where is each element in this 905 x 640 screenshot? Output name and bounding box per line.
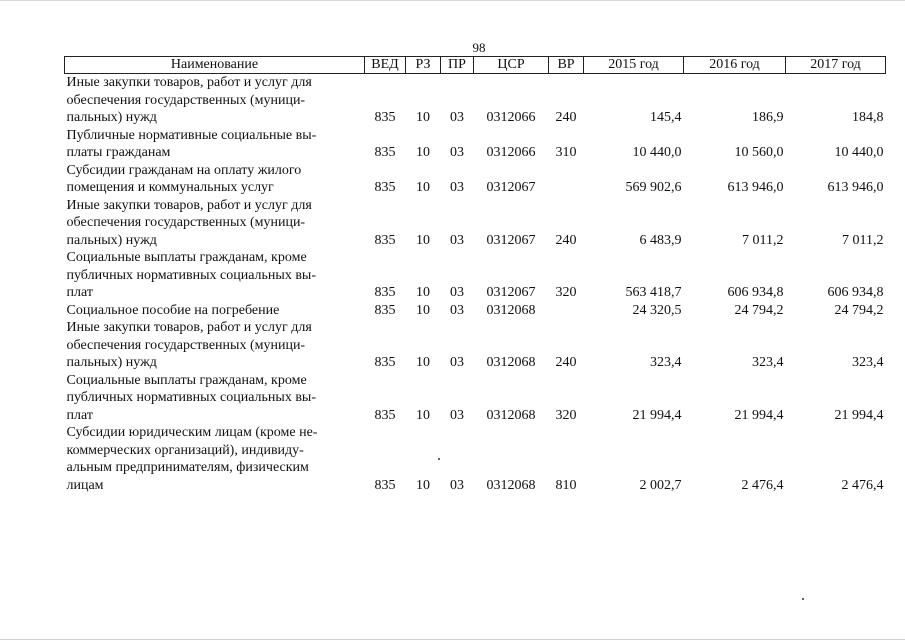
cell-vr: 810	[555, 477, 577, 493]
cell-name-line: плат	[66, 285, 93, 300]
cell-rz: 10	[416, 477, 430, 493]
header-2017: 2017 год	[786, 57, 886, 74]
cell-name-line: Субсидии юридическим лицам (кроме не-	[66, 425, 318, 440]
cell-pr: 03	[450, 285, 464, 300]
cell-vr: 240	[555, 355, 577, 370]
cell-vr	[549, 302, 584, 320]
cell-name	[65, 74, 365, 127]
cell-2017: 613 946,0	[827, 180, 884, 195]
cell-ved: 835	[374, 232, 396, 248]
cell-pr: 03	[450, 407, 464, 423]
cell-name-line: коммерческих организаций), индивиду-	[66, 442, 304, 458]
cell-name	[65, 197, 365, 250]
cell-vr: 310	[555, 145, 577, 160]
table-row	[65, 127, 886, 162]
cell-pr: 03	[450, 355, 464, 370]
header-2016: 2016 год	[684, 57, 786, 74]
cell-2015: 6 483,9	[639, 232, 682, 248]
cell-csr: 0312068	[486, 302, 536, 318]
cell-name-line: публичных нормативных социальных вы-	[66, 390, 316, 405]
cell-2016: 323,4	[752, 355, 784, 370]
cell-ved: 835	[374, 355, 396, 370]
cell-2017: 606 934,8	[827, 285, 884, 300]
table-row	[65, 319, 886, 372]
cell-name-line: Социальные выплаты гражданам, кроме	[66, 372, 307, 388]
cell-name	[65, 372, 365, 425]
cell-csr: 0312066	[486, 145, 536, 160]
cell-ved: 835	[374, 145, 396, 160]
cell-rz: 10	[416, 145, 430, 160]
cell-2017: 184,8	[852, 110, 884, 125]
cell-rz: 10	[416, 232, 430, 248]
cell-name-line: Иные закупки товаров, работ и услуг для	[66, 320, 312, 335]
cell-pr: 03	[450, 302, 464, 318]
cell-2017: 21 994,4	[834, 407, 884, 423]
cell-name	[65, 302, 365, 320]
cell-vr: 320	[555, 285, 577, 300]
cell-pr: 03	[450, 232, 464, 248]
cell-vr: 240	[555, 232, 577, 248]
cell-name-line: пальных) нужд	[66, 110, 157, 125]
table-row	[65, 197, 886, 250]
scan-speck	[438, 458, 440, 460]
cell-ved: 835	[374, 110, 396, 125]
cell-name	[65, 424, 365, 494]
cell-ved: 835	[374, 407, 396, 423]
cell-2015: 563 418,7	[625, 285, 682, 300]
header-vr: ВР	[549, 57, 584, 74]
cell-csr: 0312068	[486, 355, 536, 370]
cell-2017: 323,4	[852, 355, 884, 370]
table-row	[65, 74, 886, 127]
cell-2016: 7 011,2	[742, 232, 784, 248]
cell-name	[65, 162, 365, 197]
cell-name-line: публичных нормативных социальных вы-	[66, 267, 316, 283]
cell-pr: 03	[450, 145, 464, 160]
cell-2015: 323,4	[650, 355, 682, 370]
cell-rz: 10	[416, 407, 430, 423]
cell-name-line: платы гражданам	[66, 145, 171, 160]
cell-pr: 03	[450, 180, 464, 195]
cell-name-line: пальных) нужд	[66, 355, 157, 370]
cell-csr: 0312068	[486, 407, 536, 423]
header-csr: ЦСР	[474, 57, 549, 74]
cell-name	[65, 319, 365, 372]
cell-name-line: лицам	[66, 477, 104, 493]
cell-name-line: Публичные нормативные социальные вы-	[66, 127, 317, 143]
table-row	[65, 372, 886, 425]
cell-vr	[549, 162, 584, 197]
table-row	[65, 249, 886, 302]
cell-2017: 24 794,2	[834, 302, 884, 318]
cell-name-line: Социальное пособие на погребение	[66, 302, 280, 318]
cell-name-line: альным предпринимателям, физическим	[66, 460, 309, 475]
table-body	[65, 74, 886, 495]
cell-ved: 835	[374, 285, 396, 300]
cell-2015: 10 440,0	[632, 145, 682, 160]
cell-2016: 606 934,8	[727, 285, 784, 300]
cell-2016: 613 946,0	[727, 180, 784, 195]
cell-2015: 2 002,7	[639, 477, 682, 493]
cell-name-line: Иные закупки товаров, работ и услуг для	[66, 75, 312, 90]
table-header-row	[65, 57, 886, 74]
cell-ved: 835	[374, 477, 396, 493]
cell-name-line: обеспечения государственных (муници-	[66, 337, 306, 353]
scan-speck	[802, 598, 804, 600]
cell-2015: 21 994,4	[632, 407, 682, 423]
cell-csr: 0312068	[486, 477, 536, 493]
table-row	[65, 302, 886, 320]
cell-vr: 320	[555, 407, 577, 423]
header-ved: ВЕД	[365, 57, 406, 74]
cell-pr: 03	[450, 110, 464, 125]
cell-2016: 2 476,4	[741, 477, 784, 493]
cell-rz: 10	[416, 180, 430, 195]
cell-rz: 10	[416, 110, 430, 125]
cell-2015: 145,4	[650, 110, 682, 125]
header-pr: ПР	[441, 57, 474, 74]
cell-name-line: Субсидии гражданам на оплату жилого	[66, 162, 302, 178]
header-name: Наименование	[65, 57, 365, 74]
table-row	[65, 162, 886, 197]
budget-table	[64, 56, 886, 494]
cell-2016: 21 994,4	[734, 407, 784, 423]
cell-csr: 0312067	[486, 180, 536, 195]
cell-csr: 0312067	[486, 285, 536, 300]
cell-2016: 186,9	[752, 110, 784, 125]
cell-name-line: Социальные выплаты гражданам, кроме	[66, 250, 307, 265]
cell-ved: 835	[374, 180, 396, 195]
cell-name-line: обеспечения государственных (муници-	[66, 215, 306, 230]
cell-ved: 835	[374, 302, 396, 318]
cell-pr: 03	[450, 477, 464, 493]
cell-name-line: обеспечения государственных (муници-	[66, 92, 306, 108]
cell-rz: 10	[416, 285, 430, 300]
cell-name-line: плат	[66, 407, 93, 423]
cell-rz: 10	[416, 302, 430, 318]
cell-csr: 0312067	[486, 232, 536, 248]
cell-vr: 240	[555, 110, 577, 125]
cell-rz: 10	[416, 355, 430, 370]
header-2015: 2015 год	[584, 57, 684, 74]
cell-2017: 10 440,0	[834, 145, 884, 160]
cell-2017: 2 476,4	[841, 477, 884, 493]
cell-csr: 0312066	[486, 110, 536, 125]
cell-2015: 569 902,6	[625, 180, 682, 195]
page-number: 98	[472, 40, 486, 55]
cell-2015: 24 320,5	[632, 302, 682, 318]
cell-2016: 24 794,2	[734, 302, 784, 318]
cell-name	[65, 249, 365, 302]
cell-2017: 7 011,2	[842, 232, 884, 248]
cell-2016: 10 560,0	[734, 145, 784, 160]
cell-name-line: Иные закупки товаров, работ и услуг для	[66, 197, 312, 213]
scan-top-edge	[0, 0, 905, 1]
header-rz: РЗ	[406, 57, 441, 74]
cell-name	[65, 127, 365, 162]
table-row	[65, 424, 886, 494]
cell-name-line: пальных) нужд	[66, 232, 157, 248]
cell-name-line: помещения и коммунальных услуг	[66, 180, 274, 195]
